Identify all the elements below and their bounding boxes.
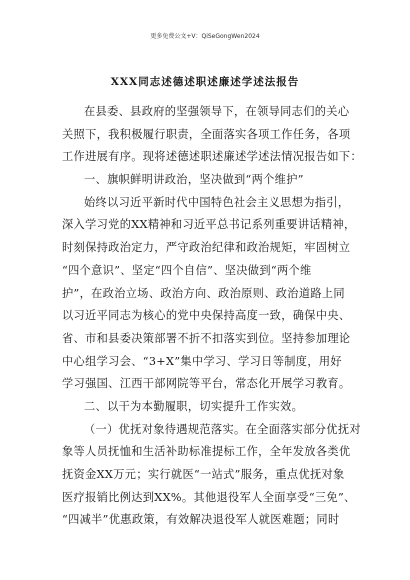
body-line: 中心组学习会、“3+X”集中学习、学习日等制度，用好 <box>62 354 342 368</box>
body-line: 以习近平同志为核心的党中央保持高度一致，确保中央、 <box>62 309 351 323</box>
body-line: 始终以习近平新时代中国特色社会主义思想为指引， <box>84 195 350 209</box>
body-line: 抚资金XX万元；实行就医“一站式”服务，重点优抚对象 <box>62 468 345 481</box>
body-line: 医疗报销比例达到XX%。其他退役军人全面享受“三免”、 <box>62 490 356 504</box>
body-line: 一、旗帜鲜明讲政治，坚决做到“两个维护” <box>84 173 304 187</box>
body-line: 学习强国、江西干部网院等平台，常态化开展学习教育。 <box>62 377 351 391</box>
body-line: 二、以干为本勤履职，切实提升工作实效。 <box>84 399 304 413</box>
body-line: 护”，在政治立场、政治方向、政治原则、政治道路上同 <box>62 286 345 300</box>
body-line: 工作进展有序。现将述德述职述廉述学述法情况报告如下： <box>62 150 362 164</box>
body-line: “四个意识”、坚定“四个自信”、坚决做到“两个维 <box>62 263 312 277</box>
watermark-text: 更多免费公文+V：QiSeGongWen2024 <box>150 33 260 40</box>
body-line: 象等人员抚恤和生活补助标准提标工作，全年发放各类优 <box>62 445 351 459</box>
body-line: 时刻保持政治定力，严守政治纪律和政治规矩，牢固树立 <box>62 241 351 255</box>
document-title: XXX同志述德述职述廉述学述法报告 <box>110 76 300 88</box>
body-line: （一）优抚对象待遇规范落实。在全面落实部分优抚对 <box>84 422 361 436</box>
body-line: 在县委、县政府的坚强领导下，在领导同志们的关心 <box>84 105 350 118</box>
body-line: 省、市和县委决策部署不折不扣落实到位。坚持参加理论 <box>62 331 351 345</box>
body-line: “四减半”优惠政策，有效解决退役军人就医难题；同时 <box>62 513 340 527</box>
body-line: 关照下，我积极履行职责，全面落实各项工作任务，各项 <box>62 127 351 141</box>
body-line: 深入学习党的XX精神和习近平总书记系列重要讲话精神， <box>62 218 356 232</box>
document-body <box>62 101 362 532</box>
